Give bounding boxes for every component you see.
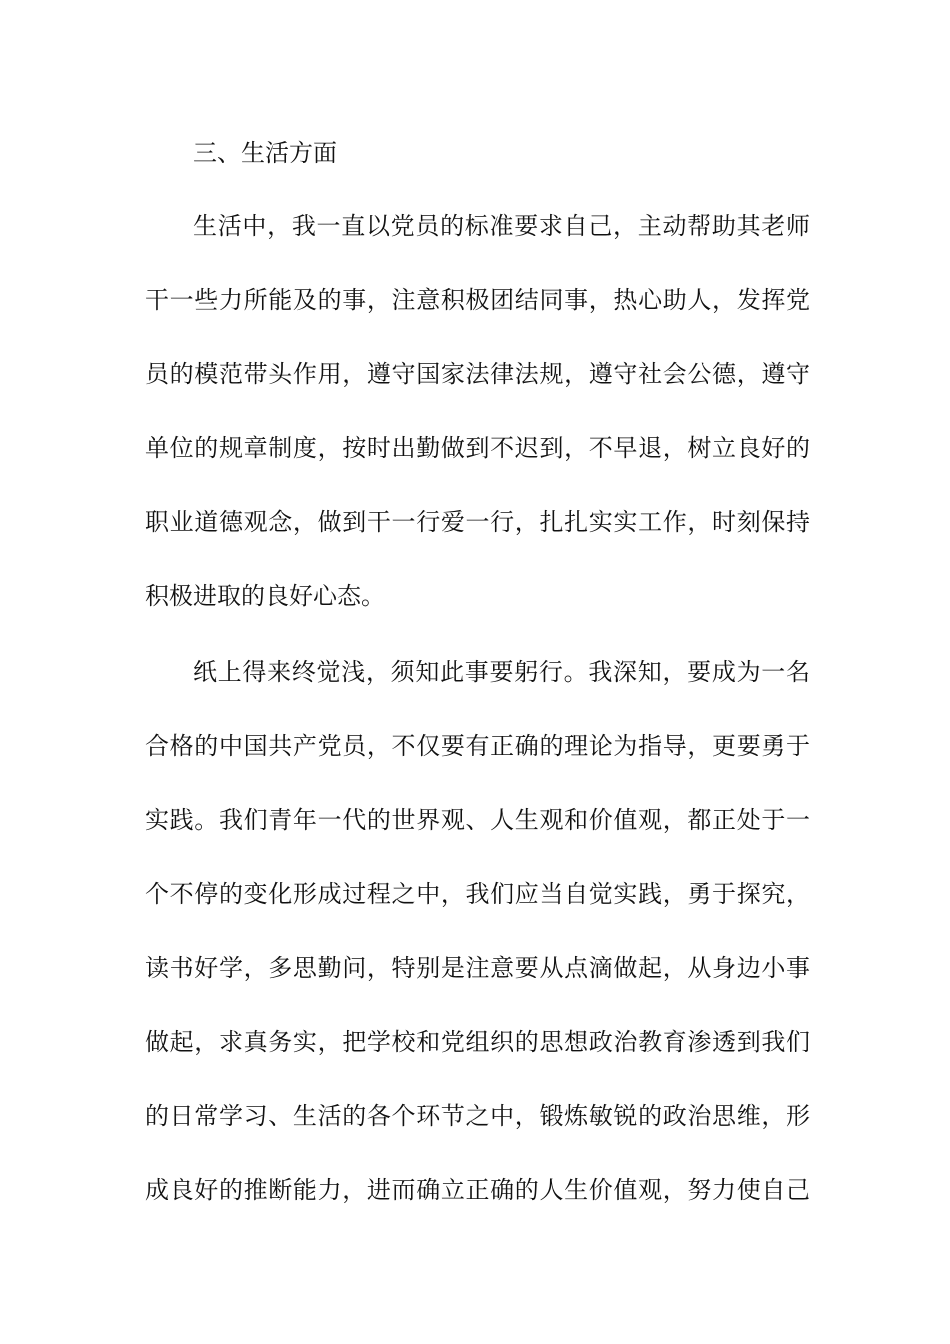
paragraph-line: 实践。我们青年一代的世界观、人生观和价值观，都正处于一 [145,806,810,834]
paragraph-line: 干一些力所能及的事，注意积极团结同事，热心助人，发挥党 [145,286,810,314]
paragraph-line: 个不停的变化形成过程之中，我们应当自觉实践，勇于探究， [145,880,810,908]
paragraph-line: 的日常学习、生活的各个环节之中，锻炼敏锐的政治思维，形 [145,1102,810,1130]
paragraph-line: 员的模范带头作用，遵守国家法律法规，遵守社会公德，遵守 [145,360,810,388]
paragraph-line: 生活中，我一直以党员的标准要求自己，主动帮助其老师 [193,212,810,240]
paragraph-line: 单位的规章制度，按时出勤做到不迟到，不早退，树立良好的 [145,434,810,462]
paragraph-line: 读书好学，多思勤问，特别是注意要从点滴做起，从身边小事 [145,954,810,982]
paragraph-line: 纸上得来终觉浅，须知此事要躬行。我深知，要成为一名 [193,658,810,686]
paragraph-line: 合格的中国共产党员，不仅要有正确的理论为指导，更要勇于 [145,732,810,760]
paragraph-line: 积极进取的良好心态。 [145,582,385,610]
paragraph-line: 职业道德观念，做到干一行爱一行，扎扎实实工作，时刻保持 [145,508,810,536]
paragraph-line: 成良好的推断能力，进而确立正确的人生价值观，努力使自己 [145,1176,810,1204]
section-heading: 三、生活方面 [193,139,337,167]
paragraph-line: 做起，求真务实，把学校和党组织的思想政治教育渗透到我们 [145,1028,810,1056]
